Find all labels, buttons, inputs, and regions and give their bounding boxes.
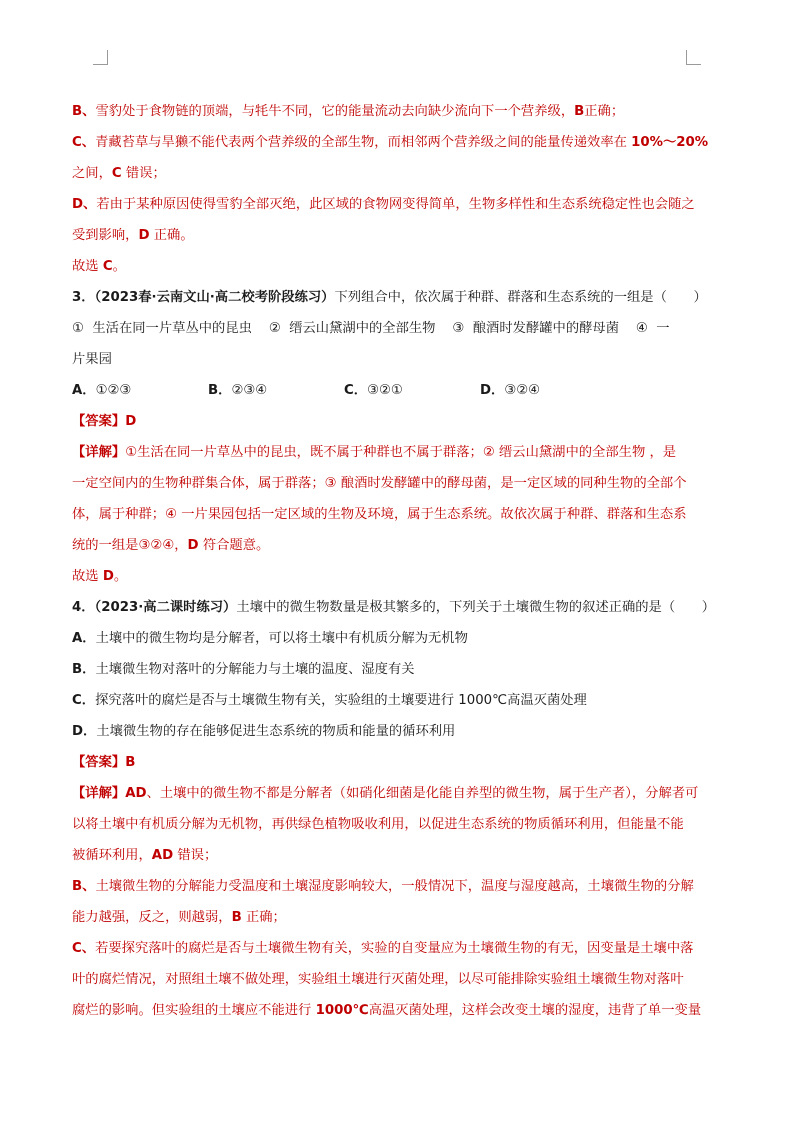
question-3-detail-line-3 xyxy=(72,499,726,530)
explanation-line-b xyxy=(72,96,726,127)
explanation-text: 青藏苔草与旱獭不能代表两个营养级的全部生物，而相邻两个营养级之间的能量传递效率在 xyxy=(95,135,627,150)
option-text: 土壤微生物的存在能够促进生态系统的物质和能量的循环利用 xyxy=(96,724,456,739)
option-mark: B xyxy=(231,910,242,925)
answer-tag: 【答案】 xyxy=(72,414,126,429)
verdict-text: 错误； xyxy=(177,848,218,863)
option-a: A．①②③ xyxy=(72,383,132,398)
detail-text: 若要探究落叶的腐烂是否与土壤微生物有关，实验的自变量应为土壤微生物的有无，因变量是土壤中落 xyxy=(95,941,694,956)
question-number: 4． xyxy=(72,600,95,615)
explanation-text: 受到影响， xyxy=(72,228,139,243)
option-label: D． xyxy=(72,724,97,739)
question-4-detail-ad-2 xyxy=(72,809,726,840)
question-items: ① 生活在同一片草丛中的昆虫 ② 缙云山黛湖中的全部生物 ③ 酿酒时发酵罐中的酵母菌 ④ 一 xyxy=(72,321,670,336)
question-3-options xyxy=(72,375,726,406)
question-4-option-d xyxy=(72,716,726,747)
option-prefix: C、 xyxy=(72,941,96,956)
conclusion-text: 故选 xyxy=(72,569,99,584)
question-3-answer xyxy=(72,406,726,437)
question-stem: 土壤中的微生物数量是极其繁多的，下列关于土壤微生物的叙述正确的是（ ） xyxy=(236,600,716,615)
option-prefix: C、 xyxy=(72,135,96,150)
question-3-detail-line-2 xyxy=(72,468,726,499)
option-label: C． xyxy=(72,693,96,708)
detail-text: 、土壤中的微生物不都是分解者（如硝化细菌是化能自养型的微生物，属于生产者），分解者可 xyxy=(146,786,699,801)
option-mark: AD xyxy=(151,848,174,863)
option-mark: AD xyxy=(125,786,147,801)
detail-text: 体，属于种群；④ 一片果园包括一定区域的生物及环境，属于生态系统。故依次属于种群、群落和生态系 xyxy=(72,507,687,522)
question-3-items-line-1 xyxy=(72,313,726,344)
option-mark: D xyxy=(138,228,150,243)
detail-text: 土壤微生物的分解能力受温度和土壤湿度影响较大，一般情况下，温度与湿度越高，土壤微生物的分解 xyxy=(95,879,694,894)
option-prefix: B、 xyxy=(72,104,96,119)
answer-value: D xyxy=(125,414,137,429)
detail-tag: 【详解】 xyxy=(72,445,126,460)
question-4-option-c xyxy=(72,685,726,716)
verdict-text: 正确； xyxy=(584,104,625,119)
explanation-line-d1 xyxy=(72,189,726,220)
question-4-detail-c-2 xyxy=(72,964,726,995)
option-prefix: D、 xyxy=(72,197,97,212)
crop-mark-top-right xyxy=(686,50,701,65)
question-3-detail-line-4 xyxy=(72,530,726,561)
conclusion-answer: C xyxy=(102,259,113,274)
answer-value: B xyxy=(125,755,136,770)
question-4-detail-ad-1 xyxy=(72,778,726,809)
conclusion-text: 故选 xyxy=(72,259,99,274)
option-text: 土壤中的微生物均是分解者，可以将土壤中有机质分解为无机物 xyxy=(95,631,468,646)
question-3-detail-line-1 xyxy=(72,437,726,468)
question-3-items-line-2 xyxy=(72,344,726,375)
option-label: B． xyxy=(72,662,96,677)
question-4-option-a xyxy=(72,623,726,654)
conclusion-answer: D xyxy=(102,569,114,584)
detail-text: 叶的腐烂情况，对照组土壤不做处理，实验组土壤进行灭菌处理，以尽可能排除实验组土壤微生物对落叶 xyxy=(72,972,684,987)
option-text: 土壤微生物对落叶的分解能力与土壤的温度、湿度有关 xyxy=(95,662,415,677)
question-items: 片果园 xyxy=(72,352,112,367)
verdict-text: 正确。 xyxy=(153,228,194,243)
explanation-text: 雪豹处于食物链的顶端，与牦牛不同，它的能量流动去向缺少流向下一个营养级， xyxy=(95,104,575,119)
question-4-answer xyxy=(72,747,726,778)
verdict-text: 符合题意。 xyxy=(202,538,270,553)
option-label: A． xyxy=(72,631,96,646)
verdict-text: 正确； xyxy=(245,910,286,925)
question-source: （2023春·云南文山·高二校考阶段练习） xyxy=(94,290,335,305)
option-b: B．②③④ xyxy=(208,383,268,398)
question-4-detail-c-3 xyxy=(72,995,726,1026)
question-3-stem xyxy=(72,282,726,313)
option-mark: C xyxy=(111,166,122,181)
option-mark: D xyxy=(187,538,199,553)
explanation-line-d2 xyxy=(72,220,726,251)
question-4-option-b xyxy=(72,654,726,685)
question-source: （2023·高二课时练习） xyxy=(94,600,237,615)
detail-text: 腐烂的影响。但实验组的土壤应不能进行 xyxy=(72,1003,316,1018)
detail-text: 一定空间内的生物种群集合体，属于群落；③ 酿酒时发酵罐中的酵母菌，是一定区域的同种生物的全部个 xyxy=(72,476,687,491)
detail-tag: 【详解】 xyxy=(72,786,126,801)
option-d: D．③②④ xyxy=(480,383,541,398)
detail-text: 被循环利用， xyxy=(72,848,152,863)
question-4-stem xyxy=(72,592,726,623)
explanation-text: 之间， xyxy=(72,166,112,181)
question-stem: 下列组合中，依次属于种群、群落和生态系统的一组是（ ） xyxy=(334,290,707,305)
question-4-detail-b-2 xyxy=(72,902,726,933)
option-c: C．③②① xyxy=(344,383,403,398)
efficiency-range: 10%～20% xyxy=(631,135,709,150)
option-prefix: B、 xyxy=(72,879,96,894)
page-content xyxy=(72,96,726,1026)
detail-text: 以将土壤中有机质分解为无机物，再供绿色植物吸收利用，以促进生态系统的物质循环利用，但能量不能 xyxy=(72,817,684,832)
detail-text: 高温灭菌处理，这样会改变土壤的湿度，违背了单一变量 xyxy=(368,1003,702,1018)
detail-text: ①生活在同一片草丛中的昆虫，既不属于种群也不属于群落；② 缙云山黛湖中的全部生物 ，是 xyxy=(125,445,677,460)
conclusion-end: 。 xyxy=(112,259,126,274)
question-4-detail-ad-3 xyxy=(72,840,726,871)
detail-text: 统的一组是③②④， xyxy=(72,538,188,553)
explanation-line-c2 xyxy=(72,158,726,189)
answer-tag: 【答案】 xyxy=(72,755,126,770)
crop-mark-top-left xyxy=(93,50,108,65)
question-number: 3． xyxy=(72,290,95,305)
question-3-conclusion xyxy=(72,561,726,592)
question-4-detail-b-1 xyxy=(72,871,726,902)
verdict-text: 错误； xyxy=(125,166,166,181)
option-mark: B xyxy=(574,104,585,119)
conclusion-end: 。 xyxy=(113,569,128,584)
detail-text: 能力越强，反之，则越弱， xyxy=(72,910,232,925)
conclusion-line xyxy=(72,251,726,282)
option-text: 探究落叶的腐烂是否与土壤微生物有关，实验组的土壤要进行 1000℃高温灭菌处理 xyxy=(95,693,587,708)
explanation-line-c1 xyxy=(72,127,726,158)
temperature-value: 1000℃ xyxy=(315,1003,369,1018)
question-4-detail-c-1 xyxy=(72,933,726,964)
explanation-text: 若由于某种原因使得雪豹全部灭绝，此区域的食物网变得简单，生物多样性和生态系统稳定性也会随之 xyxy=(96,197,695,212)
